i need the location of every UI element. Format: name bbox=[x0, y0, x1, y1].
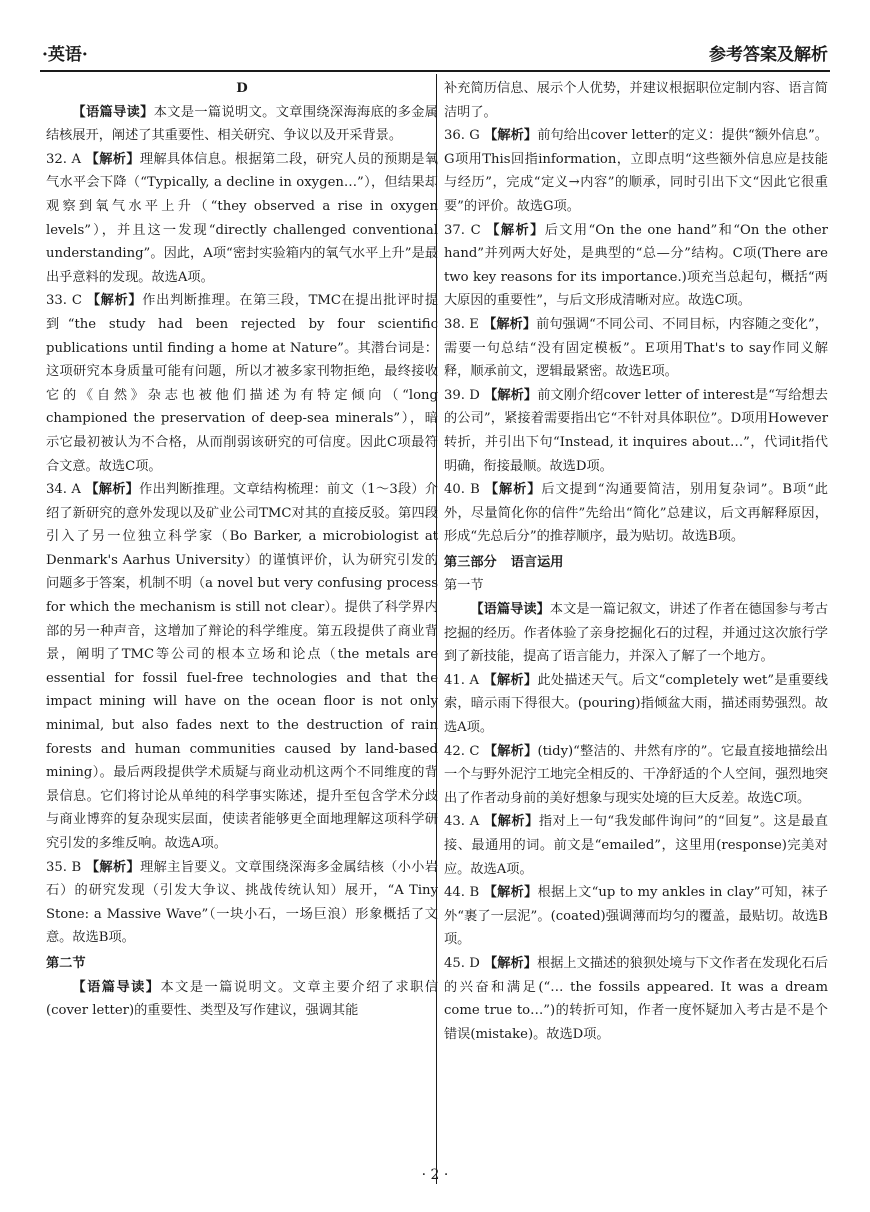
answer-text: 后文用“On the one hand”和“On the other hand”并列两大好处，是典型的“总—分”结构。C项(There are two key reasons for its importance.)项充当总起句，概括“两大原因的重要性”，与后文形成清晰对应。故选C项。 bbox=[444, 222, 828, 309]
left-column bbox=[46, 77, 438, 1023]
answer-num: 33. C bbox=[46, 293, 82, 309]
answer-item-44 bbox=[444, 881, 828, 952]
answer-num: 43. A bbox=[444, 814, 480, 830]
page-number: · 2 · bbox=[421, 1167, 449, 1183]
answer-text: 前句强调“不同公司、不同目标，内容随之变化”，需要一句总结“没有固定模板”。E项用That's to say作同义解释，顺承前文，逻辑最紧密。故选E项。 bbox=[444, 316, 828, 380]
answer-item-32 bbox=[46, 148, 438, 290]
answer-text: 作出判断推理。在第三段，TMC在提出批评时提到“the study had been rejected by four scientific publications until finding a home at Nature”。其潜台词是：这项研究本身质量可能有问题，所以才被多家刊物拒绝，最终接收它的《自然》杂志也被他们描述为有特定倾向（“long championed the preservation of deep-sea minerals”），暗示它最初被认为不合格，从而削弱该研究的可信度。因此C项最符合文意。故选C项。 bbox=[46, 293, 439, 474]
answer-text: 此处描述天气。后文“completely wet”是重要线索，暗示雨下得很大。(pouring)指倾盆大雨，描述雨势强烈。故选A项。 bbox=[444, 672, 828, 736]
analysis-tag: 【解析】 bbox=[484, 128, 538, 144]
header-title: 参考答案及解析 bbox=[709, 45, 828, 65]
answer-num: 40. B bbox=[444, 482, 480, 498]
intro-tag: 【语篇导读】 bbox=[72, 104, 154, 120]
analysis-tag: 【解析】 bbox=[85, 151, 140, 167]
intro-text: 本文是一篇记叙文，讲述了作者在德国参与考古挖掘的经历。作者体验了亲身挖掘化石的过程，并通过这次旅行学到了新技能，提高了语言能力，并深入了解了一个地方。 bbox=[444, 602, 829, 665]
answer-item-33 bbox=[46, 289, 438, 478]
section-1-label: 第一节 bbox=[444, 578, 484, 594]
analysis-tag: 【解析】 bbox=[483, 743, 538, 759]
answer-item-37 bbox=[444, 219, 828, 313]
part-3-label: 第三部分 bbox=[444, 554, 497, 570]
analysis-tag: 【解析】 bbox=[483, 672, 538, 688]
answer-item-42 bbox=[444, 740, 828, 811]
intro-tag: 【语篇导读】 bbox=[470, 602, 550, 618]
analysis-tag: 【解析】 bbox=[85, 482, 140, 498]
passage-intro-3 bbox=[444, 598, 828, 669]
section-2-label: 第二节 bbox=[46, 955, 86, 971]
analysis-tag: 【解析】 bbox=[484, 955, 537, 971]
intro-tag: 【语篇导读】 bbox=[72, 979, 161, 995]
answer-num: 45. D bbox=[444, 955, 480, 971]
answer-num: 34. A bbox=[46, 482, 81, 498]
analysis-tag: 【解析】 bbox=[483, 316, 537, 332]
answer-item-39 bbox=[444, 384, 828, 478]
answer-num: 36. G bbox=[444, 128, 480, 144]
subject-label: ·英语· bbox=[42, 45, 88, 65]
answer-num: 38. E bbox=[444, 316, 479, 332]
passage-intro-2 bbox=[46, 976, 438, 1023]
answer-text: 前句给出cover letter的定义：提供“额外信息”。G项用This回指information，立即点明“这些额外信息应是技能与经历”，完成“定义→内容”的顺承，同时引出下文“因此它很重要”的评价。故选G项。 bbox=[444, 128, 828, 214]
answer-num: 42. C bbox=[444, 743, 480, 759]
answer-num: 39. D bbox=[444, 387, 480, 403]
answer-text: (tidy)“整洁的、井然有序的”。它最直接地描绘出一个与野外泥泞工地完全相反的、干净舒适的个人空间，强烈地突出了作者动身前的美好想象与现实处境的巨大反差。故选C项。 bbox=[444, 743, 828, 806]
passage-intro bbox=[46, 101, 438, 148]
answer-item-40 bbox=[444, 478, 828, 549]
answer-num: 37. C bbox=[444, 222, 481, 238]
answer-text: 指对上一句“我发邮件询问”的“回复”。这是最直接、最通用的词。前文是“emailed”，这里用(response)完美对应。故选A项。 bbox=[444, 814, 828, 877]
answer-item-45 bbox=[444, 952, 828, 1046]
answer-text: 根据上文描述的狼狈处境与下文作者在发现化石后的兴奋和满足(“… the fossils appeared. It was a dream come true to…”)的转折可知，作者一度怀疑加入考古是不是个错误(mistake)。故选D项。 bbox=[444, 955, 829, 1042]
analysis-tag: 【解析】 bbox=[483, 885, 538, 901]
intro-text: 本文是一篇说明文。文章围绕深海海底的多金属结核展开，阐述了其重要性、相关研究、争议以及开采背景。 bbox=[46, 104, 438, 144]
answer-text: 前文刚介绍cover letter of interest是“写给想去的公司”，紧接着需要指出它“不针对具体职位”。D项用However转折，并引出下句“Instead, it inquires about…”，代词it指代明确，衔接最顺。故选D项。 bbox=[444, 387, 828, 474]
answer-item-35 bbox=[46, 856, 438, 950]
intro-text: 本文是一篇说明文。文章主要介绍了求职信(cover letter)的重要性、类型及写作建议，强调其能 bbox=[46, 979, 439, 1019]
answer-text: 后文提到“沟通要简洁，别用复杂词”。B项“此外，尽量简化你的信件”先给出“简化”总建议，后文再解释原因，形成“先总后分”的推荐顺序，最为贴切。故选B项。 bbox=[444, 482, 828, 545]
answer-item-36 bbox=[444, 124, 828, 218]
part-3-heading bbox=[444, 551, 828, 575]
right-column bbox=[444, 77, 828, 1046]
answer-num: 35. B bbox=[46, 859, 82, 875]
analysis-tag: 【解析】 bbox=[86, 293, 143, 309]
answer-text: 理解具体信息。根据第二段，研究人员的预期是氧气水平会下降（“Typically, a decline in oxygen…”），但结果却观察到氧气水平上升（“they observed a rise in oxygen levels”），并且这一发现“directly challenged conventional understanding”。因此，A项“密封实验箱内的氧气水平上升”是最出乎意料的发现。故选A项。 bbox=[46, 151, 438, 285]
analysis-tag: 【解析】 bbox=[483, 814, 539, 830]
answer-num: 32. A bbox=[46, 151, 82, 167]
analysis-tag: 【解析】 bbox=[484, 387, 538, 403]
analysis-tag: 【解析】 bbox=[85, 859, 141, 875]
passage-intro-2-continued: 补充简历信息、展示个人优势，并建议根据职位定制内容、语言简洁明了。 bbox=[444, 81, 828, 120]
answer-text: 作出判断推理。文章结构梳理：前文（1～3段）介绍了新研究的意外发现以及矿业公司TMC对其的直接反驳。第四段引入了另一位独立科学家（Bo Barker, a microbiologist at Denmark's Aarhus University）的谨慎评价，认为研究引发的问题多于答案，机制不明（a novel but very confusing process for which the mechanism is still not clear）。提供了科学界内部的另一种声音，这增加了辩论的科学维度。第五段提供了商业背景，阐明了TMC等公司的根本立场和论点（the metals are essential for fossil fuel-free technologies and that the impact mining will have on the ocean floor is not only minimal, but also fades next to the destruction of rain forests and human communities caused by land-based mining）。最后两段提供学术质疑与商业动机这两个不同维度的背景信息。它们将讨论从单纯的科学事实陈述，提升至包含学术分歧与商业博弈的复杂现实层面，使读者能够更全面地理解这项科学研究引发的多维反响。故选A项。 bbox=[46, 482, 438, 851]
answer-item-34 bbox=[46, 478, 438, 856]
answer-text: 根据上文“up to my ankles in clay”可知，袜子外“裹了一层泥”。(coated)强调薄而均匀的覆盖，最贴切。故选B项。 bbox=[444, 885, 828, 948]
answer-item-43 bbox=[444, 810, 828, 881]
answer-text: 理解主旨要义。文章围绕深海多金属结核（小小岩石）的研究发现（引发大争议、挑战传统认知）展开，“A Tiny Stone: a Massive Wave”（一块小石，一场巨浪）形象概括了文意。故选B项。 bbox=[46, 859, 439, 946]
passage-label: D bbox=[236, 81, 248, 96]
part-3-title: 语言运用 bbox=[510, 554, 564, 570]
analysis-tag: 【解析】 bbox=[486, 222, 545, 238]
answer-num: 44. B bbox=[444, 885, 480, 901]
analysis-tag: 【解析】 bbox=[484, 482, 542, 498]
answer-item-38 bbox=[444, 313, 828, 384]
answer-num: 41. A bbox=[444, 672, 479, 688]
answer-item-41 bbox=[444, 669, 828, 740]
page-header bbox=[40, 40, 830, 72]
